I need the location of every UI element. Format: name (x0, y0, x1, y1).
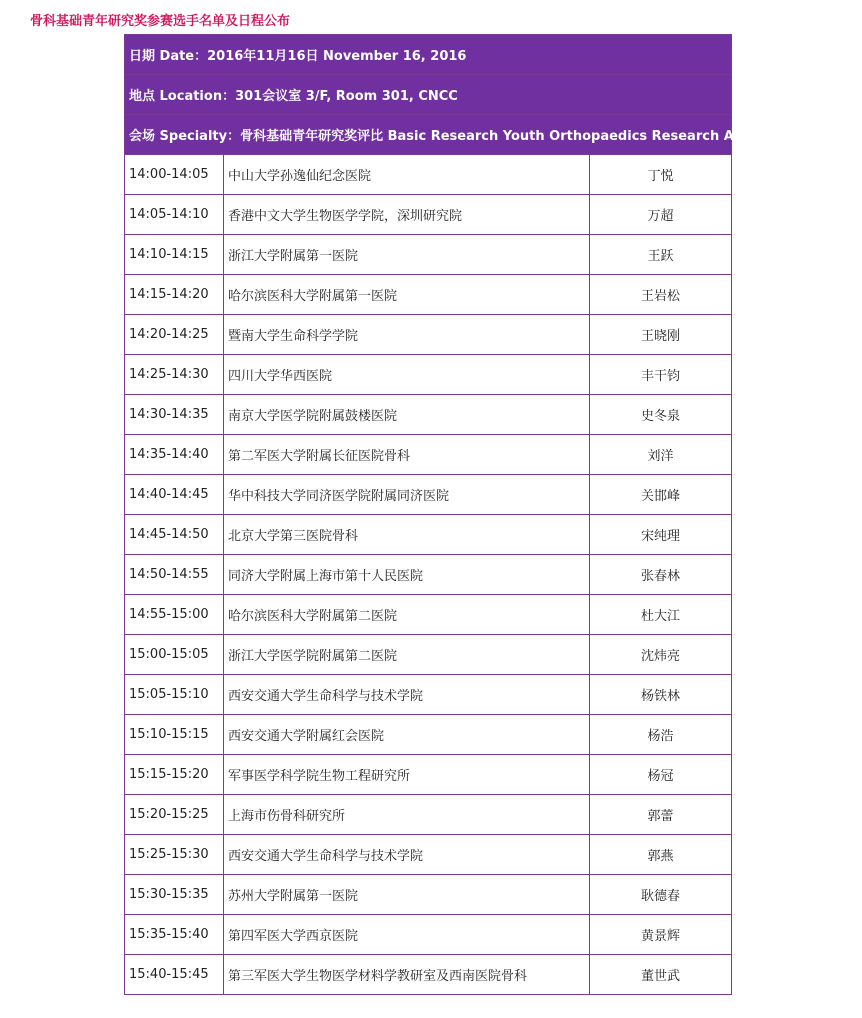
institution-cell: 西安交通大学生命科学与技术学院 (224, 675, 590, 715)
institution-cell: 苏州大学附属第一医院 (224, 875, 590, 915)
institution-cell: 香港中文大学生物医学学院，深圳研究院 (224, 195, 590, 235)
time-cell: 14:55-15:00 (125, 595, 224, 635)
name-cell: 杨铁林 (590, 675, 732, 715)
time-cell: 14:40-14:45 (125, 475, 224, 515)
header-location: 地点 Location：301会议室 3/F, Room 301, CNCC (125, 75, 732, 115)
time-cell: 14:50-14:55 (125, 555, 224, 595)
header-date-row (125, 35, 732, 75)
name-cell: 杨浩 (590, 715, 732, 755)
institution-cell: 军事医学科学院生物工程研究所 (224, 755, 590, 795)
name-cell: 王跃 (590, 235, 732, 275)
name-cell: 王晓刚 (590, 315, 732, 355)
time-cell: 14:30-14:35 (125, 395, 224, 435)
name-cell: 董世武 (590, 955, 732, 995)
time-cell: 14:00-14:05 (125, 155, 224, 195)
name-cell: 王岩松 (590, 275, 732, 315)
time-cell: 14:45-14:50 (125, 515, 224, 555)
institution-cell: 同济大学附属上海市第十人民医院 (224, 555, 590, 595)
table-row (125, 955, 732, 995)
table-row (125, 235, 732, 275)
name-cell: 宋纯理 (590, 515, 732, 555)
name-cell: 万超 (590, 195, 732, 235)
table-row (125, 435, 732, 475)
time-cell: 15:20-15:25 (125, 795, 224, 835)
table-row (125, 915, 732, 955)
table-row (125, 195, 732, 235)
schedule-table (124, 34, 779, 995)
institution-cell: 华中科技大学同济医学院附属同济医院 (224, 475, 590, 515)
name-cell: 郭燕 (590, 835, 732, 875)
name-cell: 耿德春 (590, 875, 732, 915)
name-cell: 杜大江 (590, 595, 732, 635)
table-row (125, 275, 732, 315)
name-cell: 丁悦 (590, 155, 732, 195)
table-row (125, 355, 732, 395)
institution-cell: 哈尔滨医科大学附属第一医院 (224, 275, 590, 315)
table-row (125, 635, 732, 675)
table-row (125, 555, 732, 595)
table-row (125, 595, 732, 635)
name-cell: 关邯峰 (590, 475, 732, 515)
institution-cell: 第四军医大学西京医院 (224, 915, 590, 955)
table-row (125, 395, 732, 435)
table-row (125, 515, 732, 555)
header-specialty-row (125, 115, 732, 155)
name-cell: 杨冠 (590, 755, 732, 795)
institution-cell: 西安交通大学生命科学与技术学院 (224, 835, 590, 875)
time-cell: 15:10-15:15 (125, 715, 224, 755)
header-date: 日期 Date：2016年11月16日 November 16, 2016 (125, 35, 732, 75)
name-cell: 史冬泉 (590, 395, 732, 435)
table-row (125, 155, 732, 195)
institution-cell: 暨南大学生命科学学院 (224, 315, 590, 355)
time-cell: 15:05-15:10 (125, 675, 224, 715)
table-row (125, 755, 732, 795)
institution-cell: 上海市伤骨科研究所 (224, 795, 590, 835)
table-row (125, 715, 732, 755)
time-cell: 15:40-15:45 (125, 955, 224, 995)
name-cell: 张春林 (590, 555, 732, 595)
name-cell: 黄景辉 (590, 915, 732, 955)
time-cell: 15:25-15:30 (125, 835, 224, 875)
name-cell: 丰干钧 (590, 355, 732, 395)
header-specialty: 会场 Specialty：骨科基础青年研究奖评比 Basic Research Youth Orthopaedics Research Awards (125, 115, 732, 155)
header-location-row (125, 75, 732, 115)
institution-cell: 南京大学医学院附属鼓楼医院 (224, 395, 590, 435)
name-cell: 沈炜亮 (590, 635, 732, 675)
institution-cell: 西安交通大学附属红会医院 (224, 715, 590, 755)
institution-cell: 北京大学第三医院骨科 (224, 515, 590, 555)
time-cell: 15:15-15:20 (125, 755, 224, 795)
name-cell: 郭蕾 (590, 795, 732, 835)
institution-cell: 第二军医大学附属长征医院骨科 (224, 435, 590, 475)
time-cell: 14:10-14:15 (125, 235, 224, 275)
time-cell: 15:30-15:35 (125, 875, 224, 915)
table-row (125, 835, 732, 875)
table-row (125, 795, 732, 835)
institution-cell: 哈尔滨医科大学附属第二医院 (224, 595, 590, 635)
schedule-body (125, 35, 779, 995)
table-row (125, 475, 732, 515)
time-cell: 15:35-15:40 (125, 915, 224, 955)
time-cell: 14:20-14:25 (125, 315, 224, 355)
table-row (125, 675, 732, 715)
time-cell: 14:05-14:10 (125, 195, 224, 235)
time-cell: 15:00-15:05 (125, 635, 224, 675)
table-row (125, 315, 732, 355)
institution-cell: 浙江大学医学院附属第二医院 (224, 635, 590, 675)
institution-cell: 四川大学华西医院 (224, 355, 590, 395)
time-cell: 14:15-14:20 (125, 275, 224, 315)
name-cell: 刘洋 (590, 435, 732, 475)
table-row (125, 875, 732, 915)
time-cell: 14:25-14:30 (125, 355, 224, 395)
institution-cell: 浙江大学附属第一医院 (224, 235, 590, 275)
page-title: 骨科基础青年研究奖参赛选手名单及日程公布 (30, 14, 291, 29)
institution-cell: 第三军医大学生物医学材料学教研室及西南医院骨科 (224, 955, 590, 995)
time-cell: 14:35-14:40 (125, 435, 224, 475)
institution-cell: 中山大学孙逸仙纪念医院 (224, 155, 590, 195)
